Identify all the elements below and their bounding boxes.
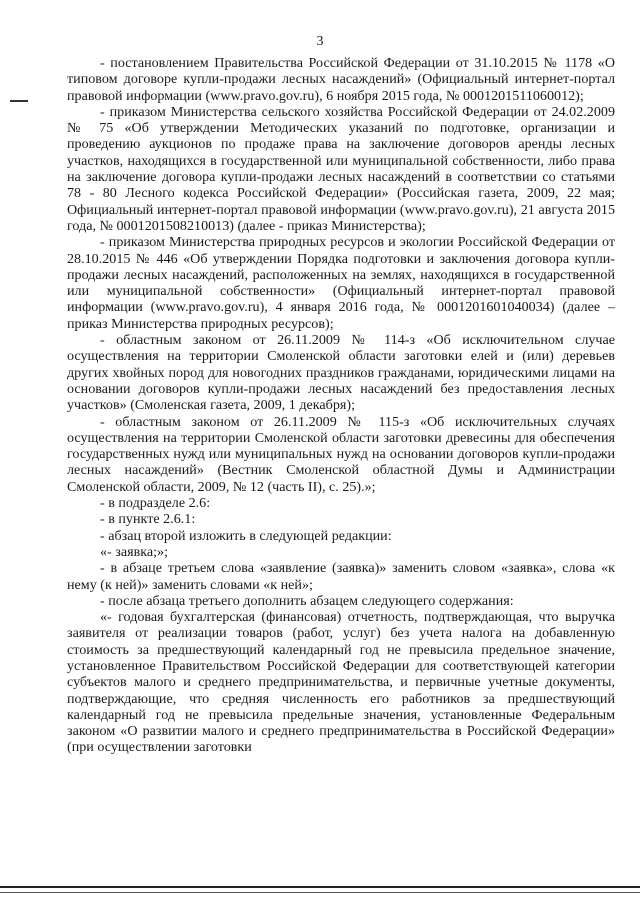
- page-number: 3: [316, 34, 324, 49]
- paragraph-law-114z: - областным законом от 26.11.2009 № 114-з «Об исключительном случае осуществления на территории Смоленской области заготовки елей и (или) деревьев других хвойных пород для новогодних праздников гражданами, юридическими лицами на основании договоров купли-продажи лесных насаждений без предоставления лесных участков» (Смоленская газета, 2009, 1 декабря);: [67, 332, 615, 414]
- paragraph-order-446: - приказом Министерства природных ресурсов и экологии Российской Федерации от 28.10.2015 № 446 «Об утверждении Порядка подготовки и заключения договора купли-продажи лесных насаждений, расположенных на землях, находящихся в государственной или муниципальной собственности» (Официальный интернет-портал правовой информации (www.pravo.gov.ru), 4 января 2016 года, № 0001201601040034) (далее – приказ Министерства природных ресурсов);: [67, 234, 615, 332]
- paragraph-subsection-2-6: - в подразделе 2.6:: [100, 495, 211, 512]
- paragraph-third-abzac: - в абзаце третьем слова «заявление (заявка)» заменить словом «заявка», слова «к нему (к ней)» заменить словами «к ней»;: [67, 560, 615, 593]
- paragraph-decree-1178: - постановлением Правительства Российской Федерации от 31.10.2015 № 1178 «О типовом договоре купли-продажи лесных насаждений» (Официальный интернет-портал правовой информации (www.pravo.gov.ru), 6 ноября 2015 года, № 0001201511060012);: [67, 55, 615, 104]
- footer-rule: [0, 886, 640, 888]
- paragraph-second-abzac: - абзац второй изложить в следующей редакции:: [100, 527, 392, 544]
- paragraph-zayavka: «- заявка;»;: [100, 543, 168, 560]
- margin-mark: [10, 100, 28, 102]
- paragraph-item-2-6-1: - в пункте 2.6.1:: [100, 511, 196, 528]
- paragraph-law-115z: - областным законом от 26.11.2009 № 115-з «Об исключительных случаях осуществления на территории Смоленской области заготовки древесины для обеспечения государственных нужд или муниципальных нужд на основании договоров купли-продажи лесных насаждений» (Вестник Смоленской областной Думы и Администрации Смоленской области, 2009, № 12 (часть II), с. 25).»;: [67, 413, 615, 495]
- paragraph-order-75: - приказом Министерства сельского хозяйства Российской Федерации от 24.02.2009 № 75 «Об утверждении Методических указаний по подготовке, организации и проведению аукционов по продаже права на заключение договоров аренды лесных участков, находящихся в государственной или муниципальной собственности, либо права на заключение договора купли-продажи лесных насаждений в соответствии со статьями 78 - 80 Лесного кодекса Российской Федерации» (Российская газета, 2009, 22 мая; Официальный интернет-портал правовой информации (www.pravo.gov.ru), 21 августа 2015 года, № 0001201508210013) (далее - приказ Министерства);: [67, 103, 615, 234]
- document-body: [67, 55, 615, 756]
- footer-rule-thin: [0, 892, 640, 893]
- paragraph-after-third: - после абзаца третьего дополнить абзацем следующего содержания:: [100, 592, 514, 609]
- paragraph-annual-reporting: «- годовая бухгалтерская (финансовая) отчетность, подтверждающая, что выручка заявителя от реализации товаров (работ, услуг) без учета налога на добавленную стоимость за предшествующий календарный год не превысила предельное значение, установленное Правительством Российской Федерации для соответствующей категории субъектов малого и среднего предпринимательства, и первичные учетные документы, подтверждающие, что средняя численность его работников за предшествующий календарный год не превысила предельные значения, установленные Федеральным законом «О развитии малого и среднего предпринимательства в Российской Федерации» (при осуществлении заготовки: [67, 609, 615, 756]
